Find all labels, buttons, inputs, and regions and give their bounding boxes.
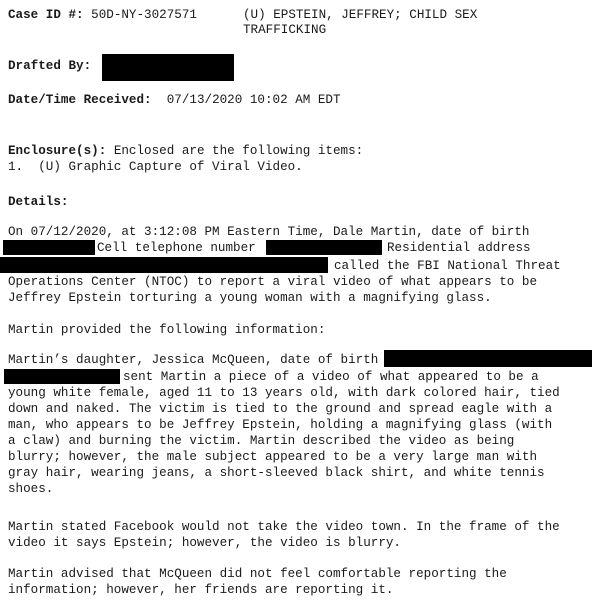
redaction-drafted-by <box>102 54 234 81</box>
redaction-residential-address <box>0 257 328 273</box>
enclosure-item-1: 1. (U) Graphic Capture of Viral Video. <box>8 160 303 174</box>
details-p1-line2a: Cell telephone number <box>97 241 256 255</box>
redaction-dob-mcqueen <box>384 350 592 367</box>
details-p3-line4: down and naked. The victim is tied to the ground and spread eagle with a <box>8 402 553 416</box>
details-p3-line6: a claw) and burning the victim. Martin described the video as being <box>8 434 515 448</box>
details-p3-line1: Martin’s daughter, Jessica McQueen, date of birth <box>8 353 379 367</box>
details-p3-line8: gray hair, wearing jeans, a short-sleeved black shirt, and white tennis <box>8 466 545 480</box>
enclosures-row <box>8 143 363 159</box>
redaction-mcqueen-contact <box>4 369 120 384</box>
redaction-dob-martin <box>3 240 95 255</box>
details-p3-line7: blurry; however, the male subject appeared to be a very large man with <box>8 450 538 464</box>
details-p4-line1: Martin stated Facebook would not take the video town. In the frame of the <box>8 520 560 534</box>
details-p1-line4: Operations Center (NTOC) to report a viral video of what appears to be <box>8 275 538 289</box>
details-p3-line5: man, who appears to be Jeffrey Epstein, holding a magnifying glass (with <box>8 418 553 432</box>
details-p1-line3: called the FBI National Threat <box>334 259 561 273</box>
case-id-value: 50D-NY-3027571 <box>91 8 197 22</box>
received-label: Date/Time Received: <box>8 93 152 107</box>
case-subject-line1: (U) EPSTEIN, JEFFREY; CHILD SEX <box>243 8 478 22</box>
case-subject-line2: TRAFFICKING <box>243 23 327 37</box>
details-p1-line2b: Residential address <box>387 241 531 255</box>
received-row <box>8 92 341 108</box>
details-label: Details: <box>8 195 69 209</box>
redaction-cell-number <box>266 240 382 255</box>
details-p4-line2: video it says Epstein; however, the video is blurry. <box>8 536 401 550</box>
enclosures-intro: Enclosed are the following items: <box>113 144 364 158</box>
case-id-label: Case ID #: <box>8 8 84 22</box>
enclosures-label: Enclosure(s): <box>8 144 107 158</box>
details-p5-line2: information; however, her friends are reporting it. <box>8 583 394 597</box>
details-p3-line9: shoes. <box>8 482 54 496</box>
details-p3-line3: young white female, aged 11 to 13 years old, with dark colored hair, tied <box>8 386 560 400</box>
drafted-by-label: Drafted By: <box>8 59 92 73</box>
details-p3-line2: sent Martin a piece of a video of what appeared to be a <box>123 370 539 384</box>
details-p2: Martin provided the following information: <box>8 323 326 337</box>
received-value: 07/13/2020 10:02 AM EDT <box>166 93 341 107</box>
details-p5-line1: Martin advised that McQueen did not feel comfortable reporting the <box>8 567 507 581</box>
details-p1-line1: On 07/12/2020, at 3:12:08 PM Eastern Time, Dale Martin, date of birth <box>8 225 530 239</box>
details-p1-line5: Jeffrey Epstein torturing a young woman with a magnifying glass. <box>8 291 492 305</box>
case-id-row <box>8 7 197 23</box>
